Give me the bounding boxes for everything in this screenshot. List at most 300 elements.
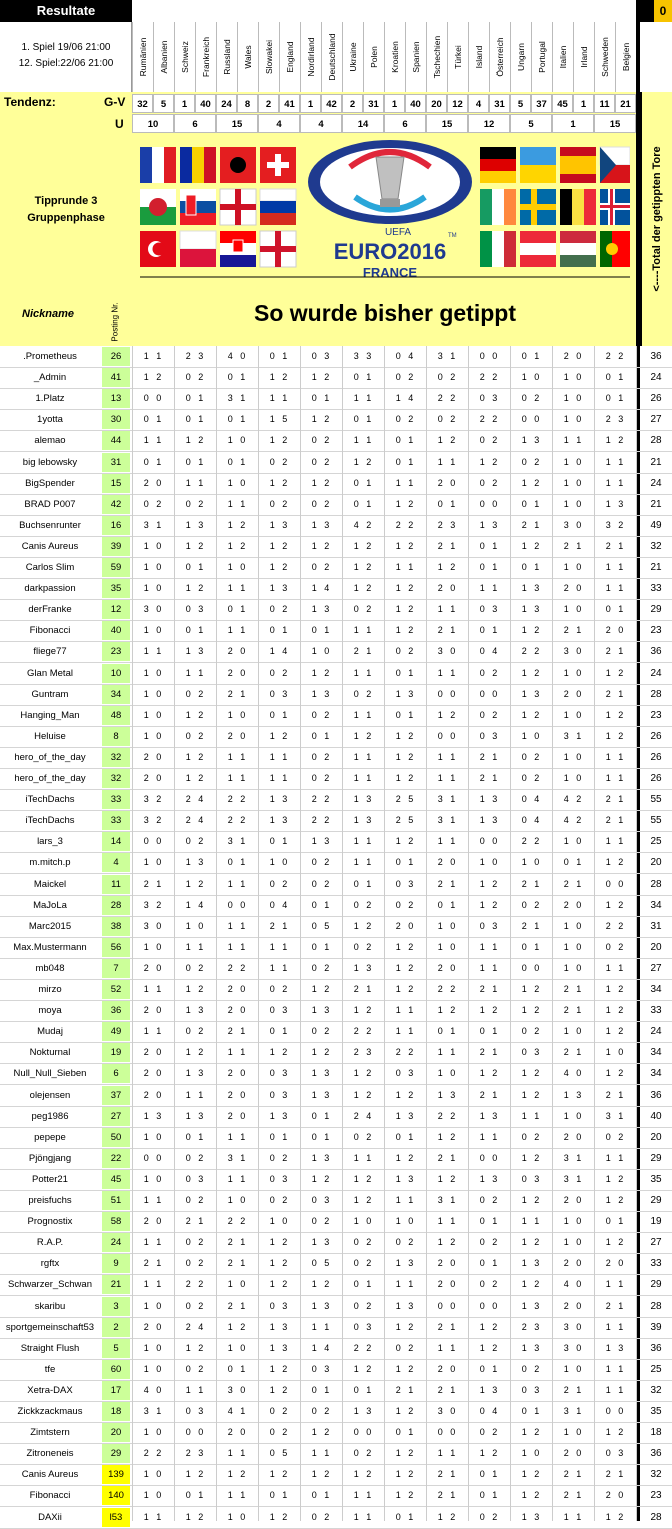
team-header bbox=[489, 22, 510, 92]
tip-cell: 2 1 bbox=[437, 1384, 457, 1395]
tip-cell: 1 0 bbox=[563, 393, 583, 404]
tip-cell: 3 1 bbox=[437, 351, 457, 361]
tip-cell: 0 2 bbox=[479, 435, 499, 446]
tip-cell: 1 2 bbox=[521, 709, 541, 720]
tip-cell: 1 2 bbox=[353, 1363, 373, 1374]
tip-cell: 0 2 bbox=[479, 709, 499, 720]
tip-cell: 1 1 bbox=[185, 667, 205, 678]
total-goals-cell: 28 bbox=[650, 435, 662, 447]
column-divider bbox=[636, 346, 637, 1521]
tip-cell: 0 3 bbox=[311, 1363, 331, 1374]
team-name: Island bbox=[474, 45, 484, 69]
tip-cell: 1 2 bbox=[479, 1321, 499, 1332]
tip-cell: 1 3 bbox=[521, 1511, 541, 1522]
tip-cell: 2 0 bbox=[563, 1258, 583, 1269]
tip-cell: 1 1 bbox=[563, 1511, 583, 1522]
posting-number-cell: 45 bbox=[102, 1170, 130, 1189]
tip-cell: 1 1 bbox=[185, 1384, 205, 1395]
tip-cell: 2 3 bbox=[185, 351, 205, 361]
tip-cell: 1 2 bbox=[437, 1237, 457, 1248]
tip-cell: 1 1 bbox=[227, 751, 247, 762]
table-row bbox=[0, 1148, 672, 1170]
tip-cell: 0 2 bbox=[479, 1195, 499, 1205]
tip-cell: 2 2 bbox=[227, 815, 247, 826]
posting-number-cell: 13 bbox=[102, 389, 130, 408]
table-row bbox=[0, 1253, 672, 1275]
tip-cell: 0 2 bbox=[311, 435, 331, 446]
tip-cell: 2 3 bbox=[353, 1047, 373, 1058]
team-name: Frankreich bbox=[201, 36, 211, 78]
tip-cell: 1 2 bbox=[395, 941, 415, 952]
tip-cell: 2 3 bbox=[185, 1448, 205, 1459]
tip-cell: 2 0 bbox=[437, 1363, 457, 1374]
tip-cell: 0 1 bbox=[311, 393, 331, 404]
tip-cell: 2 4 bbox=[185, 1321, 205, 1332]
tip-cell: 2 0 bbox=[143, 773, 163, 783]
table-row bbox=[0, 1232, 672, 1254]
tip-cell: 0 2 bbox=[143, 498, 163, 509]
tip-cell: 2 2 bbox=[479, 414, 499, 425]
tip-cell: 0 3 bbox=[185, 1406, 205, 1416]
tip-cell: 1 0 bbox=[563, 1427, 583, 1438]
tip-cell: 0 1 bbox=[311, 899, 331, 910]
tip-cell: 0 0 bbox=[227, 899, 247, 910]
total-goals-cell: 49 bbox=[650, 519, 662, 531]
tip-cell: 1 2 bbox=[521, 1490, 541, 1501]
gv-cell: 11 bbox=[594, 94, 615, 113]
tip-cell: 1 3 bbox=[311, 836, 331, 847]
tip-cell: 1 3 bbox=[311, 1300, 331, 1311]
tip-cell: 0 0 bbox=[479, 688, 499, 699]
total-goals-cell: 32 bbox=[650, 1384, 662, 1396]
tip-cell: 1 2 bbox=[185, 435, 205, 446]
tip-cell: 3 1 bbox=[605, 1110, 625, 1121]
tip-cell: 1 2 bbox=[395, 1089, 415, 1100]
tip-cell: 0 0 bbox=[479, 836, 499, 847]
team-name: Portugal bbox=[537, 41, 547, 73]
tip-cell: 0 2 bbox=[185, 962, 205, 973]
tip-cell: 2 1 bbox=[563, 1005, 583, 1016]
tip-cell: 1 3 bbox=[521, 688, 541, 699]
tip-cell: 1 0 bbox=[227, 435, 247, 446]
tip-cell: 1 2 bbox=[311, 984, 331, 994]
nickname-cell: tfe bbox=[44, 1363, 56, 1375]
tip-cell: 1 2 bbox=[269, 1279, 289, 1290]
tip-cell: 1 0 bbox=[143, 730, 163, 741]
flag-russia-icon bbox=[260, 189, 296, 225]
tip-cell: 2 2 bbox=[437, 393, 457, 404]
team-header bbox=[594, 22, 615, 92]
total-goals-cell: 40 bbox=[650, 1110, 662, 1122]
tip-cell: 0 1 bbox=[479, 1258, 499, 1269]
tip-cell: 3 0 bbox=[563, 1321, 583, 1332]
tip-cell: 1 1 bbox=[143, 1237, 163, 1248]
tip-cell: 1 2 bbox=[269, 1511, 289, 1522]
tip-cell: 0 3 bbox=[353, 1321, 373, 1332]
nickname-cell: Canis Aureus bbox=[21, 540, 79, 552]
tip-cell: 0 1 bbox=[311, 730, 331, 741]
tip-cell: 1 2 bbox=[395, 1152, 415, 1163]
tip-cell: 1 3 bbox=[479, 519, 499, 530]
total-goals-cell: 24 bbox=[650, 667, 662, 679]
tip-cell: 2 0 bbox=[143, 1047, 163, 1058]
tip-cell: 1 4 bbox=[185, 899, 205, 910]
tip-cell: 0 2 bbox=[521, 773, 541, 783]
tip-cell: 1 3 bbox=[479, 794, 499, 805]
tip-cell: 0 2 bbox=[353, 1237, 373, 1248]
tip-cell: 1 2 bbox=[185, 1511, 205, 1522]
tip-cell: 1 2 bbox=[395, 1321, 415, 1332]
tip-cell: 1 0 bbox=[521, 372, 541, 383]
tip-cell: 1 1 bbox=[227, 1490, 247, 1501]
flag-wales-icon bbox=[140, 189, 176, 225]
tip-cell: 1 2 bbox=[185, 1047, 205, 1058]
tip-cell: 1 2 bbox=[605, 1427, 625, 1438]
total-goals-cell: 34 bbox=[650, 899, 662, 911]
total-goals-cell: 28 bbox=[650, 878, 662, 890]
nickname-cell: Fibonacci bbox=[29, 625, 71, 637]
tip-cell: 0 2 bbox=[479, 1427, 499, 1438]
tip-cell: 1 0 bbox=[479, 857, 499, 868]
nickname-cell: Buchsenrunter bbox=[19, 519, 81, 531]
tip-cell: 2 3 bbox=[521, 1321, 541, 1332]
match-12-date: 12. Spiel:22/06 21:00 bbox=[18, 58, 114, 69]
posting-number-cell: 59 bbox=[102, 558, 130, 577]
u-cell: 14 bbox=[342, 114, 384, 133]
tip-cell: 1 2 bbox=[521, 1427, 541, 1438]
tip-cell: 0 0 bbox=[521, 414, 541, 425]
nickname-cell: BigSpender bbox=[25, 477, 75, 489]
tip-cell: 1 3 bbox=[185, 1110, 205, 1121]
tip-cell: 0 1 bbox=[605, 393, 625, 404]
tip-cell: 1 1 bbox=[353, 773, 373, 783]
tip-cell: 1 3 bbox=[605, 1342, 625, 1353]
posting-number-cell: 52 bbox=[102, 980, 130, 999]
tip-cell: 0 2 bbox=[269, 456, 289, 467]
tip-cell: 2 5 bbox=[395, 794, 415, 805]
tip-cell: 2 2 bbox=[605, 920, 625, 931]
tip-cell: 2 1 bbox=[227, 1300, 247, 1311]
tip-cell: 0 1 bbox=[437, 899, 457, 910]
tip-cell: 2 0 bbox=[437, 1258, 457, 1269]
table-row bbox=[0, 937, 672, 959]
flag-ireland-icon bbox=[480, 189, 516, 225]
tip-cell: 1 0 bbox=[143, 583, 163, 594]
tip-cell: 0 2 bbox=[311, 1216, 331, 1227]
tip-cell: 1 1 bbox=[353, 667, 373, 678]
tip-cell: 1 0 bbox=[143, 1300, 163, 1311]
tip-cell: 1 1 bbox=[563, 435, 583, 446]
tip-cell: 2 2 bbox=[227, 794, 247, 805]
tip-cell: 1 3 bbox=[479, 1173, 499, 1184]
table-row bbox=[0, 409, 672, 431]
column-divider bbox=[552, 346, 553, 1521]
tip-cell: 1 2 bbox=[521, 1068, 541, 1079]
tip-cell: 1 0 bbox=[143, 688, 163, 699]
tip-cell: 1 0 bbox=[563, 709, 583, 720]
team-header bbox=[384, 22, 405, 92]
tip-cell: 1 0 bbox=[437, 920, 457, 931]
tip-cell: 2 1 bbox=[437, 878, 457, 889]
tip-cell: 1 2 bbox=[521, 1237, 541, 1248]
tip-cell: 0 2 bbox=[185, 836, 205, 847]
tip-cell: 2 4 bbox=[353, 1110, 373, 1121]
tip-cell: 0 3 bbox=[185, 1173, 205, 1184]
nickname-cell: alemao bbox=[34, 435, 66, 447]
posting-number-cell: 49 bbox=[102, 1022, 130, 1041]
tip-cell: 2 1 bbox=[143, 1258, 163, 1269]
tip-cell: 1 0 bbox=[269, 1216, 289, 1227]
tip-cell: 1 1 bbox=[437, 1216, 457, 1227]
tip-cell: 0 2 bbox=[185, 1300, 205, 1311]
table-row bbox=[0, 578, 672, 600]
tip-cell: 2 1 bbox=[353, 646, 373, 657]
table-row bbox=[0, 1190, 672, 1212]
tip-cell: 1 1 bbox=[521, 1110, 541, 1121]
table-row bbox=[0, 515, 672, 537]
posting-number-cell: 44 bbox=[102, 431, 130, 450]
tip-cell: 2 2 bbox=[437, 1110, 457, 1121]
tip-cell: 1 3 bbox=[311, 1005, 331, 1016]
tip-cell: 1 1 bbox=[227, 1047, 247, 1058]
tip-cell: 0 1 bbox=[227, 1363, 247, 1374]
tip-cell: 1 2 bbox=[353, 1195, 373, 1205]
total-goals-cell: 26 bbox=[650, 730, 662, 742]
tip-cell: 1 0 bbox=[563, 1363, 583, 1374]
tip-cell: 0 0 bbox=[143, 1152, 163, 1163]
gv-cell: 5 bbox=[510, 94, 531, 113]
tip-cell: 0 2 bbox=[269, 498, 289, 509]
tip-cell: 1 2 bbox=[185, 540, 205, 551]
tip-cell: 1 2 bbox=[353, 1068, 373, 1079]
tip-cell: 2 0 bbox=[143, 1321, 163, 1332]
u-cell: 10 bbox=[132, 114, 174, 133]
tip-cell: 2 0 bbox=[227, 646, 247, 657]
tip-cell: 2 0 bbox=[437, 477, 457, 488]
tip-cell: 0 0 bbox=[479, 1300, 499, 1311]
tip-cell: 2 0 bbox=[437, 1279, 457, 1290]
flag-poland-icon bbox=[180, 231, 216, 267]
tip-cell: 3 1 bbox=[437, 1195, 457, 1205]
nickname-cell: big lebowsky bbox=[22, 456, 78, 468]
tip-cell: 2 1 bbox=[605, 688, 625, 699]
tip-cell: 2 1 bbox=[479, 751, 499, 762]
total-goals-cell: 35 bbox=[650, 1406, 662, 1417]
gv-cell: 37 bbox=[531, 94, 552, 113]
tip-cell: 0 4 bbox=[521, 794, 541, 805]
tip-cell: 1 0 bbox=[521, 1448, 541, 1459]
tip-cell: 1 2 bbox=[353, 562, 373, 572]
posting-number-cell: 19 bbox=[102, 1043, 130, 1062]
tip-cell: 0 1 bbox=[185, 456, 205, 467]
nickname-cell: Fibonacci bbox=[29, 1490, 71, 1502]
table-row bbox=[0, 789, 672, 811]
tip-cell: 0 1 bbox=[521, 1406, 541, 1416]
tip-cell: 0 3 bbox=[269, 1089, 289, 1100]
tip-cell: 0 2 bbox=[311, 773, 331, 783]
nickname-cell: m.mitch.p bbox=[29, 857, 71, 869]
tip-cell: 0 1 bbox=[395, 857, 415, 868]
nickname-cell: darkpassion bbox=[24, 583, 76, 595]
tip-cell: 1 0 bbox=[227, 709, 247, 720]
total-goals-cell: 18 bbox=[650, 1427, 662, 1439]
flag-croatia-icon bbox=[220, 231, 256, 267]
tip-cell: 2 1 bbox=[437, 1490, 457, 1501]
tip-cell: 2 1 bbox=[269, 920, 289, 931]
tip-cell: 2 1 bbox=[605, 646, 625, 657]
tip-cell: 1 2 bbox=[269, 540, 289, 551]
team-header bbox=[552, 22, 573, 92]
tip-cell: 1 3 bbox=[311, 1152, 331, 1163]
tip-cell: 0 1 bbox=[227, 456, 247, 467]
total-goals-cell: 34 bbox=[650, 984, 662, 995]
total-goals-cell: 24 bbox=[650, 477, 662, 489]
posting-number-cell: 9 bbox=[102, 1254, 130, 1273]
tip-cell: 0 1 bbox=[437, 498, 457, 509]
tip-cell: 1 0 bbox=[143, 562, 163, 572]
tip-cell: 2 0 bbox=[563, 1448, 583, 1459]
tip-cell: 1 2 bbox=[311, 1279, 331, 1290]
tip-cell: 1 2 bbox=[437, 1005, 457, 1016]
table-row bbox=[0, 874, 672, 896]
tip-cell: 0 1 bbox=[185, 1490, 205, 1501]
total-goals-cell: 26 bbox=[650, 773, 662, 784]
tip-cell: 2 1 bbox=[521, 519, 541, 530]
tip-cell: 1 3 bbox=[479, 1384, 499, 1395]
posting-number-cell: 8 bbox=[102, 727, 130, 746]
team-name: Schweiz bbox=[180, 41, 190, 73]
nickname-cell: Guntram bbox=[31, 688, 69, 700]
tip-cell: 0 1 bbox=[353, 372, 373, 383]
total-goals-cell: 26 bbox=[650, 393, 662, 405]
tip-cell: 1 0 bbox=[563, 1237, 583, 1248]
tip-cell: 0 1 bbox=[269, 1026, 289, 1037]
tip-cell: 1 5 bbox=[269, 414, 289, 425]
tip-cell: 2 1 bbox=[479, 773, 499, 783]
posting-number-cell: 139 bbox=[102, 1465, 130, 1484]
posting-number-cell: 3 bbox=[102, 1297, 130, 1316]
tip-cell: 2 0 bbox=[563, 583, 583, 594]
tip-cell: 1 2 bbox=[605, 730, 625, 741]
tip-cell: 0 2 bbox=[185, 1363, 205, 1374]
tip-cell: 1 1 bbox=[605, 562, 625, 572]
tip-cell: 1 1 bbox=[143, 1195, 163, 1205]
tip-cell: 1 1 bbox=[605, 836, 625, 847]
gv-cell: 21 bbox=[615, 94, 636, 113]
total-goals-column-header bbox=[640, 92, 672, 346]
tip-cell: 0 1 bbox=[479, 540, 499, 551]
column-divider bbox=[426, 346, 427, 1521]
tip-cell: 1 2 bbox=[479, 1448, 499, 1459]
tip-cell: 2 0 bbox=[143, 1068, 163, 1079]
tip-cell: 2 1 bbox=[605, 794, 625, 805]
team-name: Deutschland bbox=[327, 33, 337, 81]
flag-slovakia-icon bbox=[180, 189, 216, 225]
posting-number-cell: 27 bbox=[102, 1107, 130, 1126]
tip-cell: 2 2 bbox=[227, 962, 247, 973]
total-goals-cell: 21 bbox=[650, 498, 662, 510]
tip-cell: 1 0 bbox=[563, 1110, 583, 1121]
tip-cell: 0 1 bbox=[269, 351, 289, 361]
tip-cell: 1 0 bbox=[227, 1342, 247, 1353]
tip-cell: 0 1 bbox=[269, 1131, 289, 1142]
tm-text: TM bbox=[448, 233, 457, 239]
tip-cell: 1 2 bbox=[521, 1195, 541, 1205]
posting-number-cell: 10 bbox=[102, 664, 130, 683]
tip-cell: 1 3 bbox=[521, 583, 541, 594]
tip-cell: 1 2 bbox=[269, 1384, 289, 1395]
posting-number-cell: 50 bbox=[102, 1128, 130, 1147]
u-cell: 6 bbox=[174, 114, 216, 133]
euro-text: EURO2016 bbox=[333, 239, 447, 264]
tip-cell: 1 1 bbox=[269, 773, 289, 783]
tip-cell: 0 2 bbox=[311, 498, 331, 509]
posting-number-cell: 7 bbox=[102, 959, 130, 978]
tip-cell: 3 0 bbox=[563, 1342, 583, 1353]
tip-cell: 0 1 bbox=[395, 667, 415, 678]
tip-cell: 1 2 bbox=[311, 1173, 331, 1184]
total-goals-cell: 29 bbox=[650, 604, 662, 616]
tip-cell: 1 1 bbox=[479, 1131, 499, 1142]
posting-column-label bbox=[100, 300, 130, 344]
tip-cell: 0 2 bbox=[395, 1342, 415, 1353]
match-info-box bbox=[0, 22, 132, 92]
tip-cell: 1 1 bbox=[605, 1152, 625, 1163]
tip-cell: 1 2 bbox=[353, 1005, 373, 1016]
table-row bbox=[0, 494, 672, 516]
tip-cell: 4 0 bbox=[143, 1384, 163, 1395]
tip-cell: 0 2 bbox=[269, 667, 289, 678]
tip-cell: 2 1 bbox=[227, 1026, 247, 1037]
tip-cell: 1 2 bbox=[479, 878, 499, 889]
tip-cell: 1 1 bbox=[227, 941, 247, 952]
nickname-cell: Hanging_Man bbox=[20, 709, 80, 721]
nickname-cell: skaribu bbox=[34, 1300, 66, 1312]
team-header bbox=[216, 22, 237, 92]
tip-cell: 2 0 bbox=[437, 583, 457, 594]
tip-cell: 1 2 bbox=[311, 667, 331, 678]
nickname-column-label: Nickname bbox=[22, 308, 74, 320]
tip-cell: 2 1 bbox=[185, 1216, 205, 1227]
tip-cell: 1 1 bbox=[227, 1448, 247, 1459]
tip-cell: 0 2 bbox=[395, 1237, 415, 1248]
tip-cell: 1 1 bbox=[353, 1511, 373, 1522]
flag-austria-icon bbox=[520, 231, 556, 267]
tip-cell: 2 1 bbox=[563, 625, 583, 636]
tip-cell: 1 4 bbox=[311, 1342, 331, 1353]
tip-cell: 1 3 bbox=[437, 1089, 457, 1100]
tip-cell: 0 2 bbox=[353, 941, 373, 952]
nickname-cell: Carlos Slim bbox=[25, 562, 75, 573]
tip-cell: 1 2 bbox=[227, 1469, 247, 1480]
table-row bbox=[0, 641, 672, 663]
table-row bbox=[0, 1380, 672, 1402]
tip-cell: 1 2 bbox=[521, 1089, 541, 1100]
team-header bbox=[153, 22, 174, 92]
tip-cell: 0 2 bbox=[479, 667, 499, 678]
flag-czech-icon bbox=[600, 147, 630, 183]
total-goals-cell: 36 bbox=[650, 646, 662, 658]
u-cell: 15 bbox=[216, 114, 258, 133]
tip-cell: 1 2 bbox=[353, 1089, 373, 1100]
tip-cell: 1 0 bbox=[563, 962, 583, 973]
tip-cell: 0 0 bbox=[353, 1427, 373, 1438]
gv-cell: 12 bbox=[447, 94, 468, 113]
tip-cell: 1 2 bbox=[395, 583, 415, 594]
tip-cell: 1 0 bbox=[563, 562, 583, 572]
tip-cell: 1 2 bbox=[605, 435, 625, 446]
table-row bbox=[0, 958, 672, 980]
